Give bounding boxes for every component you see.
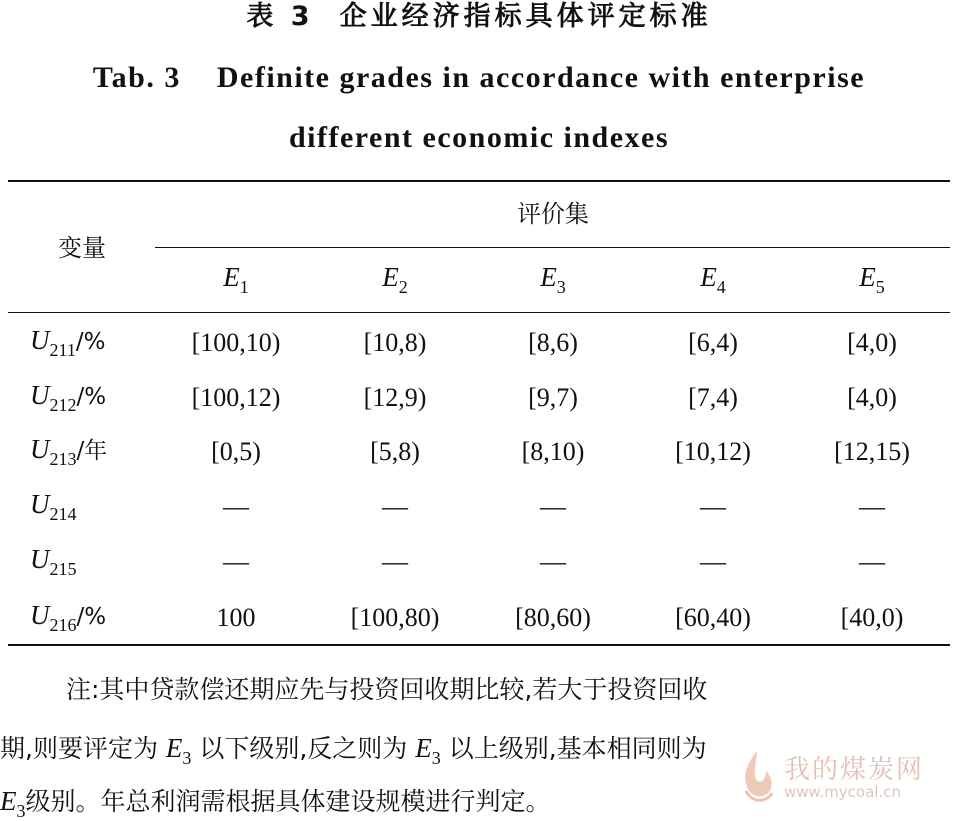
grade-subscript: 5 <box>875 277 885 297</box>
variable-letter: U <box>30 489 50 519</box>
table-cell: [100,10) <box>191 328 281 357</box>
table-cell: [4,0) <box>847 383 897 412</box>
variable-subscript: 213 <box>49 449 77 469</box>
variable-letter: U <box>30 325 50 355</box>
table-cell: [8,10) <box>521 437 585 466</box>
table-title-cn <box>0 0 958 34</box>
variable-letter: U <box>30 600 50 630</box>
table-cell: — <box>382 492 408 521</box>
note-text-3: 级别。年总利润需根据具体建设规模进行判定。 <box>25 787 551 816</box>
variable-subscript: 216 <box>49 615 77 635</box>
table-cell: — <box>859 547 885 576</box>
table-cell: [9,7) <box>528 383 578 412</box>
table-cell: [5,8) <box>370 437 420 466</box>
variable-subscript: 212 <box>49 395 77 415</box>
table-cell: — <box>382 547 408 576</box>
table-cell: [4,0) <box>847 328 897 357</box>
grade-header-4 <box>700 264 726 296</box>
grade-letter: E <box>700 262 717 292</box>
grade-letter: E <box>859 262 876 292</box>
table-cell: [40,0) <box>840 603 904 632</box>
row-label-216 <box>30 602 106 634</box>
row-label-213 <box>30 436 107 468</box>
table-cell: [10,12) <box>675 437 751 466</box>
group-header-rule <box>155 247 950 248</box>
table-cell: [60,40) <box>675 603 751 632</box>
variable-subscript: 211 <box>49 340 76 360</box>
table-cell: — <box>700 547 726 576</box>
table-cell: [100,12) <box>191 383 281 412</box>
table-note-line1 <box>66 677 958 702</box>
table-number-cn: 表 3 <box>246 1 314 32</box>
watermark-site-name: 我的煤炭网 <box>784 755 925 785</box>
note-grade-1 <box>165 733 192 768</box>
variable-letter: U <box>30 380 50 410</box>
note-grade-2 <box>415 733 441 768</box>
variable-unit: /年 <box>76 438 108 464</box>
table-cell: — <box>859 492 885 521</box>
note-text-2a: 期,则要评定为 <box>0 734 166 763</box>
note-text-2b: 以下级别,反之则为 <box>191 734 416 763</box>
grade-subscript: 4 <box>716 277 726 297</box>
note-text-2c: 以上级别,基本相同则为 <box>440 734 707 763</box>
variable-letter: U <box>30 544 50 574</box>
table-cell: [0,5) <box>211 437 261 466</box>
table-top-rule <box>8 180 950 182</box>
table-cell: [7,4) <box>688 383 738 412</box>
note-grade-3 <box>0 786 26 821</box>
grade-subscript: 2 <box>398 277 408 297</box>
table-cell: — <box>540 547 566 576</box>
table-cell: — <box>223 492 249 521</box>
grade-header-5 <box>859 264 885 296</box>
table-cell: [8,6) <box>528 328 578 357</box>
site-watermark <box>736 747 946 809</box>
grade-header-1 <box>223 264 249 296</box>
table-cell: [6,4) <box>688 328 738 357</box>
variable-unit: /% <box>76 604 107 630</box>
table-cell: — <box>223 547 249 576</box>
variable-unit: /% <box>76 384 107 410</box>
note-grade-sub-2: 3 <box>431 748 441 768</box>
row-label-215 <box>30 546 77 578</box>
grade-letter: E <box>382 262 399 292</box>
variable-letter: U <box>30 434 50 464</box>
table-number-en: Tab. 3 <box>92 61 181 94</box>
table-title-en-line2: different economic indexes <box>288 121 670 154</box>
table-title-en-text: Definite grades in accordance with enterprise <box>216 61 866 94</box>
watermark-site-url: www.mycoal.cn <box>784 783 901 801</box>
note-grade-sub-1: 3 <box>182 748 192 768</box>
table-title-cn-text: 企业经济指标具体评定标准 <box>339 1 712 32</box>
grade-letter: E <box>540 262 557 292</box>
variable-header: 变量 <box>58 234 106 262</box>
table-cell: — <box>540 492 566 521</box>
grade-subscript: 3 <box>556 277 566 297</box>
note-grade-letter-2: E <box>415 733 432 763</box>
row-label-214 <box>30 491 77 523</box>
table-cell: [10,8) <box>363 328 427 357</box>
note-grade-letter-1: E <box>165 733 183 763</box>
row-label-211 <box>30 327 105 359</box>
header-bottom-rule <box>8 312 950 313</box>
table-cell: [12,15) <box>834 437 910 466</box>
variable-subscript: 214 <box>49 504 77 524</box>
table-cell: [80,60) <box>515 603 591 632</box>
evaluation-set-header: 评价集 <box>517 200 589 228</box>
row-label-212 <box>30 382 106 414</box>
table-cell: 100 <box>216 603 256 632</box>
table-title-en-line1 <box>0 58 958 98</box>
table-cell: [100,80) <box>350 603 440 632</box>
grade-header-3 <box>540 264 566 296</box>
note-grade-sub-3: 3 <box>16 801 26 821</box>
note-grade-letter-3: E <box>0 786 17 816</box>
note-text-1: 注:其中贷款偿还期应先与投资回收期比较,若大于投资回收 <box>66 675 708 704</box>
grade-subscript: 1 <box>239 277 249 297</box>
table-cell: — <box>700 492 726 521</box>
table-bottom-rule <box>8 644 950 646</box>
variable-subscript: 215 <box>49 559 77 579</box>
variable-unit: /% <box>75 329 106 355</box>
flame-logo-icon <box>736 747 778 805</box>
table-cell: [12,9) <box>363 383 427 412</box>
grade-letter: E <box>223 262 240 292</box>
grade-header-2 <box>382 264 408 296</box>
